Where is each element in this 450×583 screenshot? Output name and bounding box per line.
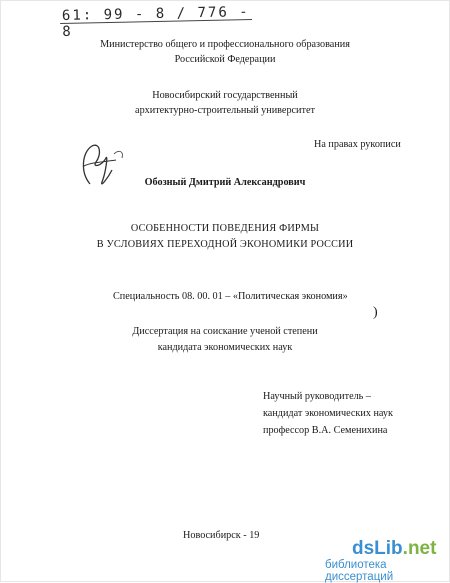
dissertation-line-2: кандидата экономических наук bbox=[157, 342, 293, 353]
archive-number-text: 61: 99 - 8 / 776 - 8 bbox=[61, 4, 250, 40]
dslib-subtitle: библиотека диссертаций bbox=[325, 559, 394, 583]
author-name: Обозный Дмитрий Александрович bbox=[144, 177, 306, 188]
handwritten-archive-number bbox=[61, 4, 252, 40]
place-year: Новосибирск - 19 bbox=[183, 530, 260, 541]
ministry-line-1: Министерство общего и профессионального образования bbox=[100, 39, 350, 50]
logo-part-1: dsLib bbox=[352, 538, 403, 559]
supervisor-line-2: кандидат экономических наук bbox=[263, 408, 393, 419]
thesis-title-line-1: ОСОБЕННОСТИ ПОВЕДЕНИЯ ФИРМЫ bbox=[130, 223, 320, 234]
dissertation-line-1: Диссертация на соискание ученой степени bbox=[132, 326, 318, 337]
supervisor-line-3: профессор В.А. Семенихина bbox=[263, 425, 388, 436]
manuscript-rights-note: На правах рукописи bbox=[314, 139, 401, 150]
dslib-logo[interactable] bbox=[352, 538, 436, 560]
university-line-2: архитектурно-строительный университет bbox=[135, 105, 315, 116]
ministry-line-2: Российской Федерации bbox=[174, 54, 276, 65]
thesis-title-line-2: В УСЛОВИЯХ ПЕРЕХОДНОЙ ЭКОНОМИКИ РОССИИ bbox=[96, 239, 354, 250]
logo-part-2: .net bbox=[402, 538, 437, 559]
specialty-line: Специальность 08. 00. 01 – «Политическая экономия» bbox=[113, 291, 348, 302]
supervisor-line-1: Научный руководитель – bbox=[263, 391, 371, 402]
stray-bracket-mark: ) bbox=[373, 305, 378, 320]
university-line-1: Новосибирский государственный bbox=[152, 90, 298, 101]
